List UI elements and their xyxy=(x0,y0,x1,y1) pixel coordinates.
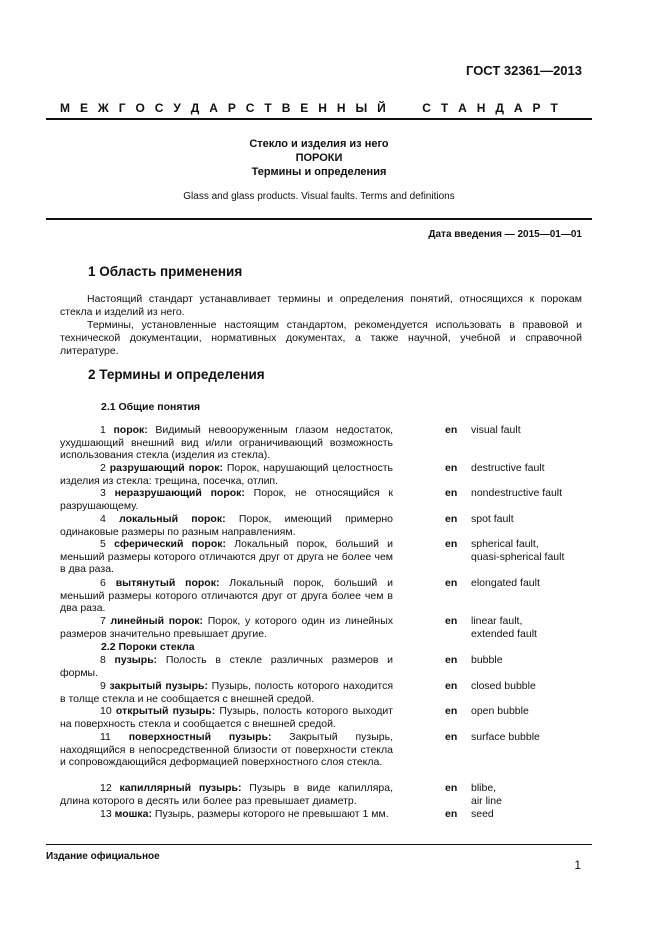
banner-letter: Т xyxy=(264,101,272,115)
english-term-line-1: blibe, xyxy=(471,782,497,794)
term-number: 10 xyxy=(100,705,112,717)
term-definition: Локальный порок, больший и меньший размеры которого отличаются друг от друга более чем в два раза. xyxy=(60,577,393,614)
banner-letter: С xyxy=(422,101,431,115)
edition-label: Издание официальное xyxy=(46,851,160,862)
interstate-standard-banner xyxy=(60,101,558,115)
banner-letter: Р xyxy=(227,101,236,115)
banner-letter: А xyxy=(513,101,523,115)
term-entry xyxy=(60,462,393,487)
english-equivalent xyxy=(471,487,562,500)
term-definition: Порок, имеющий примерно одинаковые размеры по разным направлениям. xyxy=(60,513,393,538)
banner-letter: Н xyxy=(476,101,486,115)
banner-letter: Н xyxy=(336,101,346,115)
term-entry xyxy=(60,538,393,576)
term-definition: Полость в стекле различных размеров и формы. xyxy=(60,654,393,679)
english-term-line-1: destructive fault xyxy=(471,462,545,474)
banner-letter: Д xyxy=(495,101,504,115)
term-entry xyxy=(60,680,393,705)
banner-letter: О xyxy=(135,101,145,115)
title-line-3: Термины и определения xyxy=(251,166,387,178)
term-definition: Локальный порок, больший и меньший размеры которого отличаются друг от друга не более чем в два раза. xyxy=(60,538,394,575)
language-code: en xyxy=(445,424,458,436)
banner-letter: А xyxy=(209,101,218,115)
language-code: en xyxy=(445,705,458,717)
term-number: 11 xyxy=(100,731,111,743)
section-1-body xyxy=(60,293,582,358)
term-number: 6 xyxy=(100,577,106,589)
page-number: 1 xyxy=(574,858,581,872)
english-equivalent xyxy=(471,577,540,590)
english-term-line-1: spot fault xyxy=(471,513,514,525)
term-name: разрушающий порок: xyxy=(109,462,223,474)
term-name: порок: xyxy=(113,424,148,436)
banner-letter: Е xyxy=(300,101,309,115)
language-code: en xyxy=(445,615,458,627)
banner-letter xyxy=(396,101,399,115)
banner-letter: У xyxy=(173,101,181,115)
term-entry xyxy=(60,731,393,769)
title-divider xyxy=(46,218,592,220)
term-definition: Пузырь в виде капилляра, длина которого в десять или более раз превышает диаметр. xyxy=(60,782,393,807)
english-equivalent xyxy=(471,680,536,693)
term-number: 4 xyxy=(100,513,106,525)
term-name: сферический порок: xyxy=(114,538,227,550)
english-term-line-1: surface bubble xyxy=(471,731,540,743)
language-code: en xyxy=(445,462,458,474)
term-number: 2 xyxy=(100,462,106,474)
english-equivalent xyxy=(471,513,514,526)
term-entry xyxy=(60,654,393,679)
language-code: en xyxy=(445,513,458,525)
banner-letter: Р xyxy=(532,101,541,115)
language-code: en xyxy=(445,487,458,499)
banner-letter: Д xyxy=(190,101,200,115)
term-name: вытянутый порок: xyxy=(115,577,220,589)
banner-letter: С xyxy=(245,101,255,115)
term-definition: Пузырь, полость которого находится в толще стекла и не сообщается с внешней средой. xyxy=(60,680,394,705)
english-equivalent xyxy=(471,654,503,667)
banner-letter: Т xyxy=(550,101,558,115)
language-code: en xyxy=(445,680,458,692)
term-number: 7 xyxy=(100,615,106,627)
term-name: локальный порок: xyxy=(119,513,226,525)
term-entry xyxy=(60,705,393,730)
term-entry xyxy=(60,513,393,538)
english-term-line-1: bubble xyxy=(471,654,503,666)
language-code: en xyxy=(445,808,458,820)
term-number: 1 xyxy=(100,424,106,436)
banner-letter: Н xyxy=(318,101,327,115)
term-entry xyxy=(60,577,393,615)
term-definition: Порок, не относящийся к разрушающему. xyxy=(60,487,393,512)
term-number: 8 xyxy=(100,654,106,666)
english-term-line-1: closed bubble xyxy=(471,680,536,692)
english-term-line-1: open bubble xyxy=(471,705,529,717)
english-term-line-2: quasi-spherical fault xyxy=(471,550,565,563)
standard-code: ГОСТ 32361—2013 xyxy=(466,63,582,78)
introduction-date: Дата введения — 2015—01—01 xyxy=(428,229,582,240)
banner-letter: Ы xyxy=(355,101,368,115)
banner-letter: Г xyxy=(118,101,126,115)
term-entry xyxy=(60,615,393,640)
term-name: капиллярный пузырь: xyxy=(119,782,242,794)
english-equivalent xyxy=(471,782,502,807)
term-definition: Пузырь, полость которого выходит на поверхность стекла и сообщается с внешней средой. xyxy=(60,705,393,730)
subsection-2-2-heading: 2.2 Пороки стекла xyxy=(101,641,195,653)
language-code: en xyxy=(445,731,458,743)
term-name: открытый пузырь: xyxy=(115,705,216,717)
term-entry xyxy=(60,424,393,462)
term-entry xyxy=(60,808,393,821)
english-equivalent xyxy=(471,462,545,475)
term-entry xyxy=(60,782,393,807)
english-term-line-1: elongated fault xyxy=(471,577,540,589)
section-2-heading: 2 Термины и определения xyxy=(88,367,265,382)
english-equivalent xyxy=(471,615,537,640)
term-definition: Закрытый пузырь, находящийся в непосредственной близости от поверхности стекла и сопровождающийся деформацией поверхностного слоя стекла. xyxy=(60,731,393,768)
document-title xyxy=(46,137,592,179)
banner-letter: Т xyxy=(440,101,449,115)
term-number: 13 xyxy=(100,808,112,820)
section-1-heading: 1 Область применения xyxy=(88,264,243,279)
english-equivalent xyxy=(471,808,494,821)
english-term-line-1: nondestructive fault xyxy=(471,487,563,499)
subsection-2-1-heading: 2.1 Общие понятия xyxy=(101,401,201,413)
term-entry xyxy=(60,487,393,512)
section-1-paragraph-2: Термины, установленные настоящим стандартом, рекомендуется использовать в правовой и технической документации, нормативных документах, а также научной, учебной и справочной литературе. xyxy=(60,319,582,357)
term-definition: Видимый невооруженным глазом недостаток, ухудшающий внешний вид и/или ограничивающий возможность использования стекла (изделия из стекла). xyxy=(60,424,394,461)
term-definition: Пузырь, размеры которого не превышают 1 мм. xyxy=(152,808,389,820)
banner-letter xyxy=(409,101,412,115)
english-equivalent xyxy=(471,705,529,718)
banner-letter: М xyxy=(60,101,70,115)
english-equivalent xyxy=(471,538,564,563)
english-title: Glass and glass products. Visual faults. Terms and definitions xyxy=(183,191,455,202)
english-term-line-1: seed xyxy=(471,808,494,820)
term-name: пузырь: xyxy=(114,654,158,666)
term-number: 9 xyxy=(100,680,106,692)
banner-letter: Ж xyxy=(97,101,109,115)
english-term-line-1: spherical fault, xyxy=(471,538,539,550)
term-name: линейный порок: xyxy=(110,615,204,627)
language-code: en xyxy=(445,782,458,794)
term-name: поверхностный пузырь: xyxy=(128,731,272,743)
banner-letter: С xyxy=(154,101,164,115)
english-equivalent xyxy=(471,424,521,437)
banner-letter: Й xyxy=(377,101,386,115)
term-number: 3 xyxy=(100,487,106,499)
language-code: en xyxy=(445,577,458,589)
english-term-line-1: linear fault, xyxy=(471,615,523,627)
term-number: 5 xyxy=(100,538,106,550)
term-number: 12 xyxy=(100,782,112,794)
term-name: неразрушающий порок: xyxy=(114,487,245,499)
english-term-line-2: air line xyxy=(471,794,502,807)
title-line-2: ПОРОКИ xyxy=(295,152,343,164)
term-name: мошка: xyxy=(114,808,152,820)
language-code: en xyxy=(445,538,458,550)
english-term-line-1: visual fault xyxy=(471,424,521,436)
term-definition: Порок, нарушающий целостность изделия из стекла: трещина, посечка, отлип. xyxy=(60,462,393,487)
title-line-1: Стекло и изделия из него xyxy=(249,138,389,150)
banner-letter: А xyxy=(458,101,467,115)
english-term-line-2: extended fault xyxy=(471,627,537,640)
banner-letter: Е xyxy=(79,101,88,115)
term-definition: Порок, у которого один из линейных размеров значительно превышает другие. xyxy=(60,615,393,640)
section-1-paragraph-1: Настоящий стандарт устанавливает термины и определения понятий, относящихся к порокам стекла и изделий из него. xyxy=(60,293,582,318)
english-equivalent xyxy=(471,731,540,744)
footer-divider xyxy=(46,844,592,845)
banner-letter: В xyxy=(281,101,291,115)
term-name: закрытый пузырь: xyxy=(109,680,208,692)
header-divider xyxy=(46,118,592,120)
language-code: en xyxy=(445,654,458,666)
